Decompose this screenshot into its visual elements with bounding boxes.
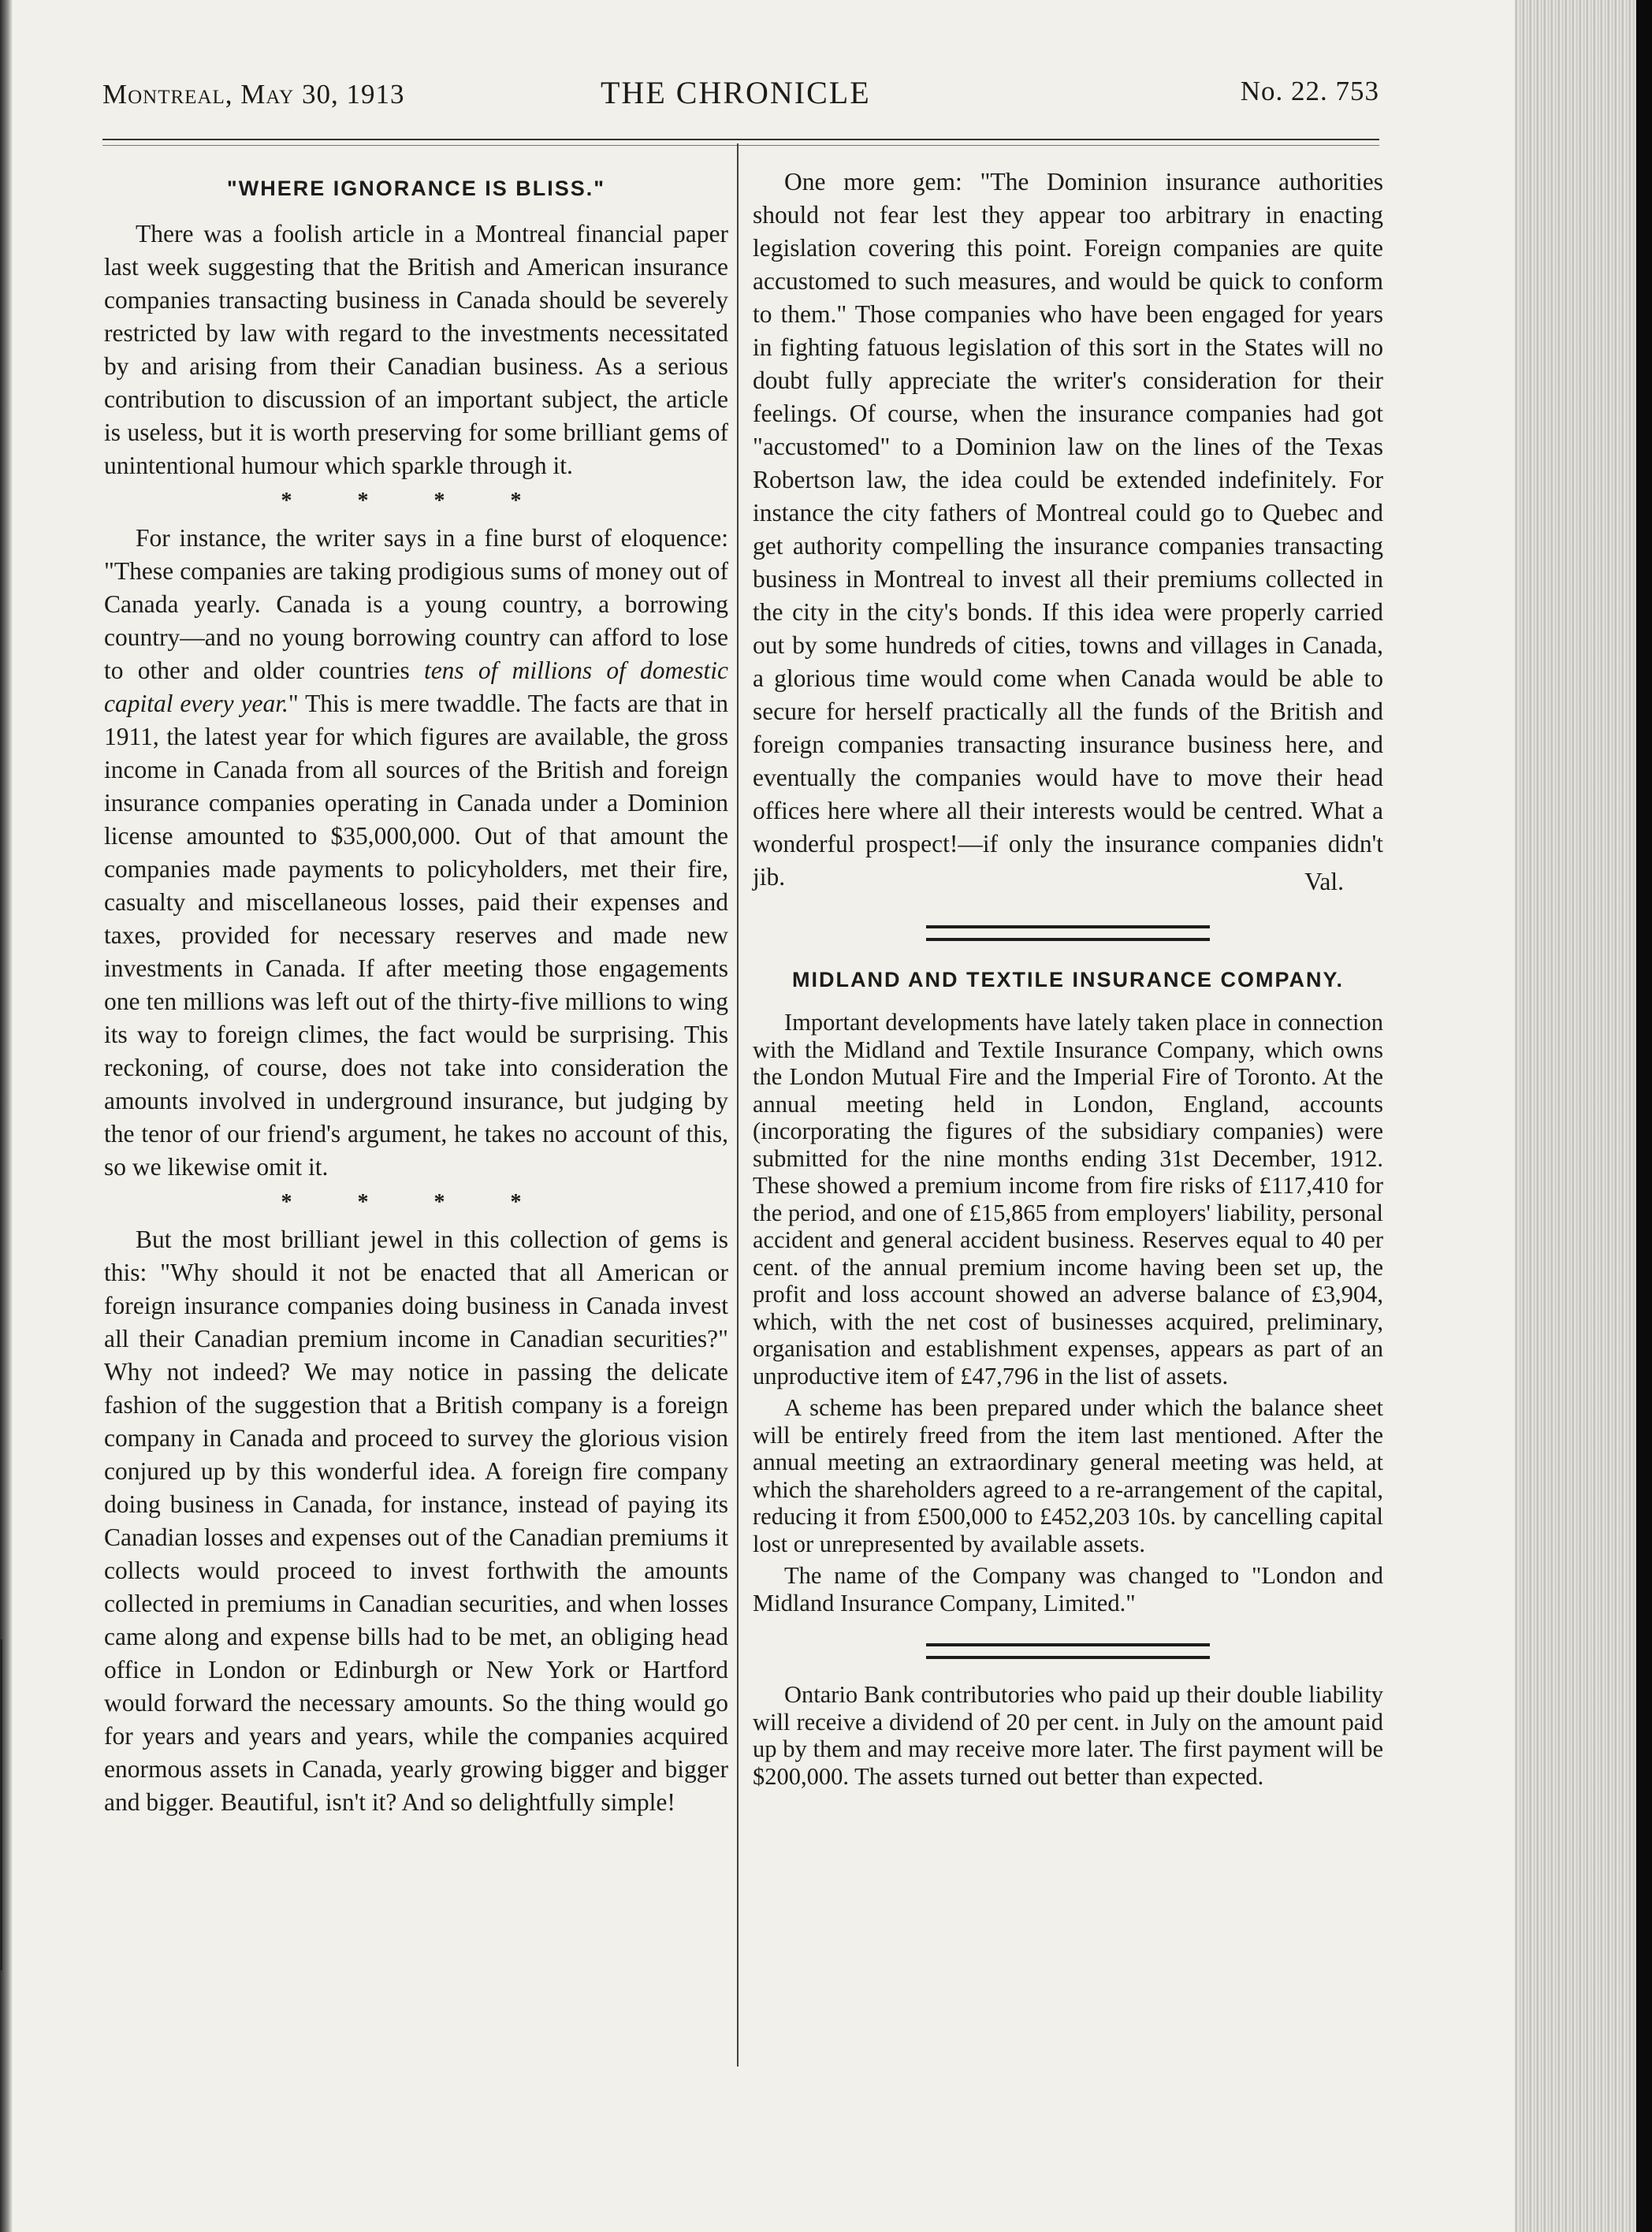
article-paragraph: A scheme has been prepared under which the balance sheet will be entirely freed from the item last mentioned. After the annual meeting an extraordinary general meeting was held, at which the shareholders agreed to a re-arrangement of the capital, reducing it from £500,000 to £452,203 10s. by cancelling capital lost or unrepresented by available assets. — [753, 1394, 1383, 1557]
paragraph-text: For instance, the writer says in a fine burst of eloquence: "These companies are taking prodigious sums of money out of Canada yearly. Canada is a young country, a borrowing country—and no young borrowing country can afford to lose to other and older countries — [104, 524, 728, 684]
article-title-ignorance: "WHERE IGNORANCE IS BLISS." — [226, 177, 606, 200]
header-rule — [102, 139, 1379, 146]
article-title-midland: MIDLAND AND TEXTILE INSURANCE COMPANY. — [791, 968, 1344, 991]
book-page-edges — [1515, 0, 1652, 2232]
article-paragraph: But the most brilliant jewel in this collection of gems is this: "Why should it not be enacted that all American or foreign insurance companies doing business in Canada invest all their Canadian premium income in Canadian securities?" Why not indeed? We may notice in passing the delicate fashion of the suggestion that a British company is a foreign company in Canada and proceed to survey the glorious vision conjured up by this wonderful idea. A foreign fire company doing business in Canada, for instance, instead of paying its Canadian losses and expenses out of the Canadian premiums it collects would proceed to invest forthwith the amounts collected in premiums in Canadian securities, and when losses came along and expense bills had to be met, an obliging head office in London or Edinburgh or New York or Hartford would forward the necessary amounts. So the thing would go for years and years and years, while the companies acquired enormous assets in Canada, yearly growing bigger and bigger and bigger. Beautiful, isn't it? And so delightfully simple! — [104, 1226, 728, 1816]
column-divider — [737, 143, 739, 2066]
article-paragraph: One more gem: "The Dominion insurance authorities should not fear lest they appear too arbitrary in enacting legislation covering this point. Foreign companies are quite accustomed to such measures, and would be quick to conform to them." Those companies who have been engaged for years in fighting fatuous legislation of this sort in the States will no doubt fully appreciate the writer's consideration for their feelings. Of course, when the insurance companies had got "accustomed" to a Dominion law on the lines of the Texas Robertson law, the idea could be extended indefinitely. For instance the city fathers of Montreal could go to Quebec and get authority compelling the insurance companies transacting business in Montreal to invest all their premiums collected in the city in the city's bonds. If this idea were properly carried out by some hundreds of cities, towns and villages in Canada, a glorious time would come when Canada would be able to secure for herself practically all the funds of the British and foreign companies transacting insurance business here, and eventually the companies would have to move their head offices here where all their interests would be centred. What a wonderful prospect!—if only the insurance companies didn't jib. — [753, 168, 1383, 891]
article-paragraph: Ontario Bank contributories who paid up their double liability will receive a dividend of 20 per cent. in July on the amount paid up by them and may receive more later. The first payment will be $200,000. The assets turned out better than expected. — [753, 1681, 1383, 1790]
article-paragraph: The name of the Company was changed to "London and Midland Insurance Company, Limited." — [753, 1562, 1383, 1616]
double-rule-divider — [926, 1643, 1210, 1659]
dense-article-block — [753, 1009, 1383, 1616]
header-issue-page: No. 22. 753 — [1240, 76, 1379, 106]
article-paragraph: Important developments have lately taken place in connection with the Midland and Textile Insurance Company, which owns the London Mutual Fire and the Imperial Fire of Toronto. At the annual meeting held in London, England, accounts (incorporating the figures of the subsidiary companies) were submitted for the nine months ending 31st December, 1912. These showed a premium income from fire risks of £117,410 for the period, and one of £15,865 from employers' liability, personal accident and general accident business. Reserves equal to 40 per cent. of the annual premium income having been set up, the profit and loss account showed an adverse balance of £3,904, which, with the net cost of businesses acquired, preliminary, organisation and establishment expenses, appears as part of an unproductive item of £47,796 in the list of assets. — [753, 1009, 1383, 1389]
author-signature: Val. — [1304, 868, 1344, 895]
header-masthead: THE CHRONICLE — [601, 75, 871, 110]
header-dateline: Montreal, May 30, 1913 — [102, 79, 405, 110]
article-paragraph — [104, 522, 728, 1184]
italic-quote: tens of millions of domestic capital every year. — [104, 657, 728, 717]
paragraph-text: " This is mere twaddle. The facts are that in 1911, the latest year for which figures are available, the gross income in Canada from all sources of the British and foreign insurance companies operating in Canada under a Dominion license amounted to $35,000,000. Out of that amount the companies made payments to policyholders, met their fire, casualty and miscellaneous losses, paid their expenses and taxes, provided for necessary reserves and made new investments in Canada. If after meeting those engagements one ten millions was left out of the thirty-five millions to wing its way to foreign climes, the fact would be surprising. This reckoning, of course, does not take into consideration the amounts involved in underground insurance, but judging by the tenor of our friend's argument, he takes no account of this, so we likewise omit it. — [104, 690, 728, 1181]
dense-article-block — [753, 1681, 1383, 1790]
page-header — [102, 69, 1379, 125]
section-break-stars: * * * * — [281, 489, 552, 513]
section-break-stars: * * * * — [281, 1190, 552, 1215]
double-rule-divider — [926, 925, 1210, 941]
left-column — [104, 166, 728, 1824]
margin-marks — [0, 1639, 13, 1970]
article-paragraph: There was a foolish article in a Montreal financial paper last week suggesting that the British and American insurance companies transacting business in Canada should be severely restricted by law with regard to the investments necessitated by and arising from their Canadian business. As a serious contribution to discussion of an important subject, the article is useless, but it is worth preserving for some brilliant gems of unintentional humour which sparkle through it. — [104, 220, 728, 479]
right-column — [753, 166, 1383, 1795]
